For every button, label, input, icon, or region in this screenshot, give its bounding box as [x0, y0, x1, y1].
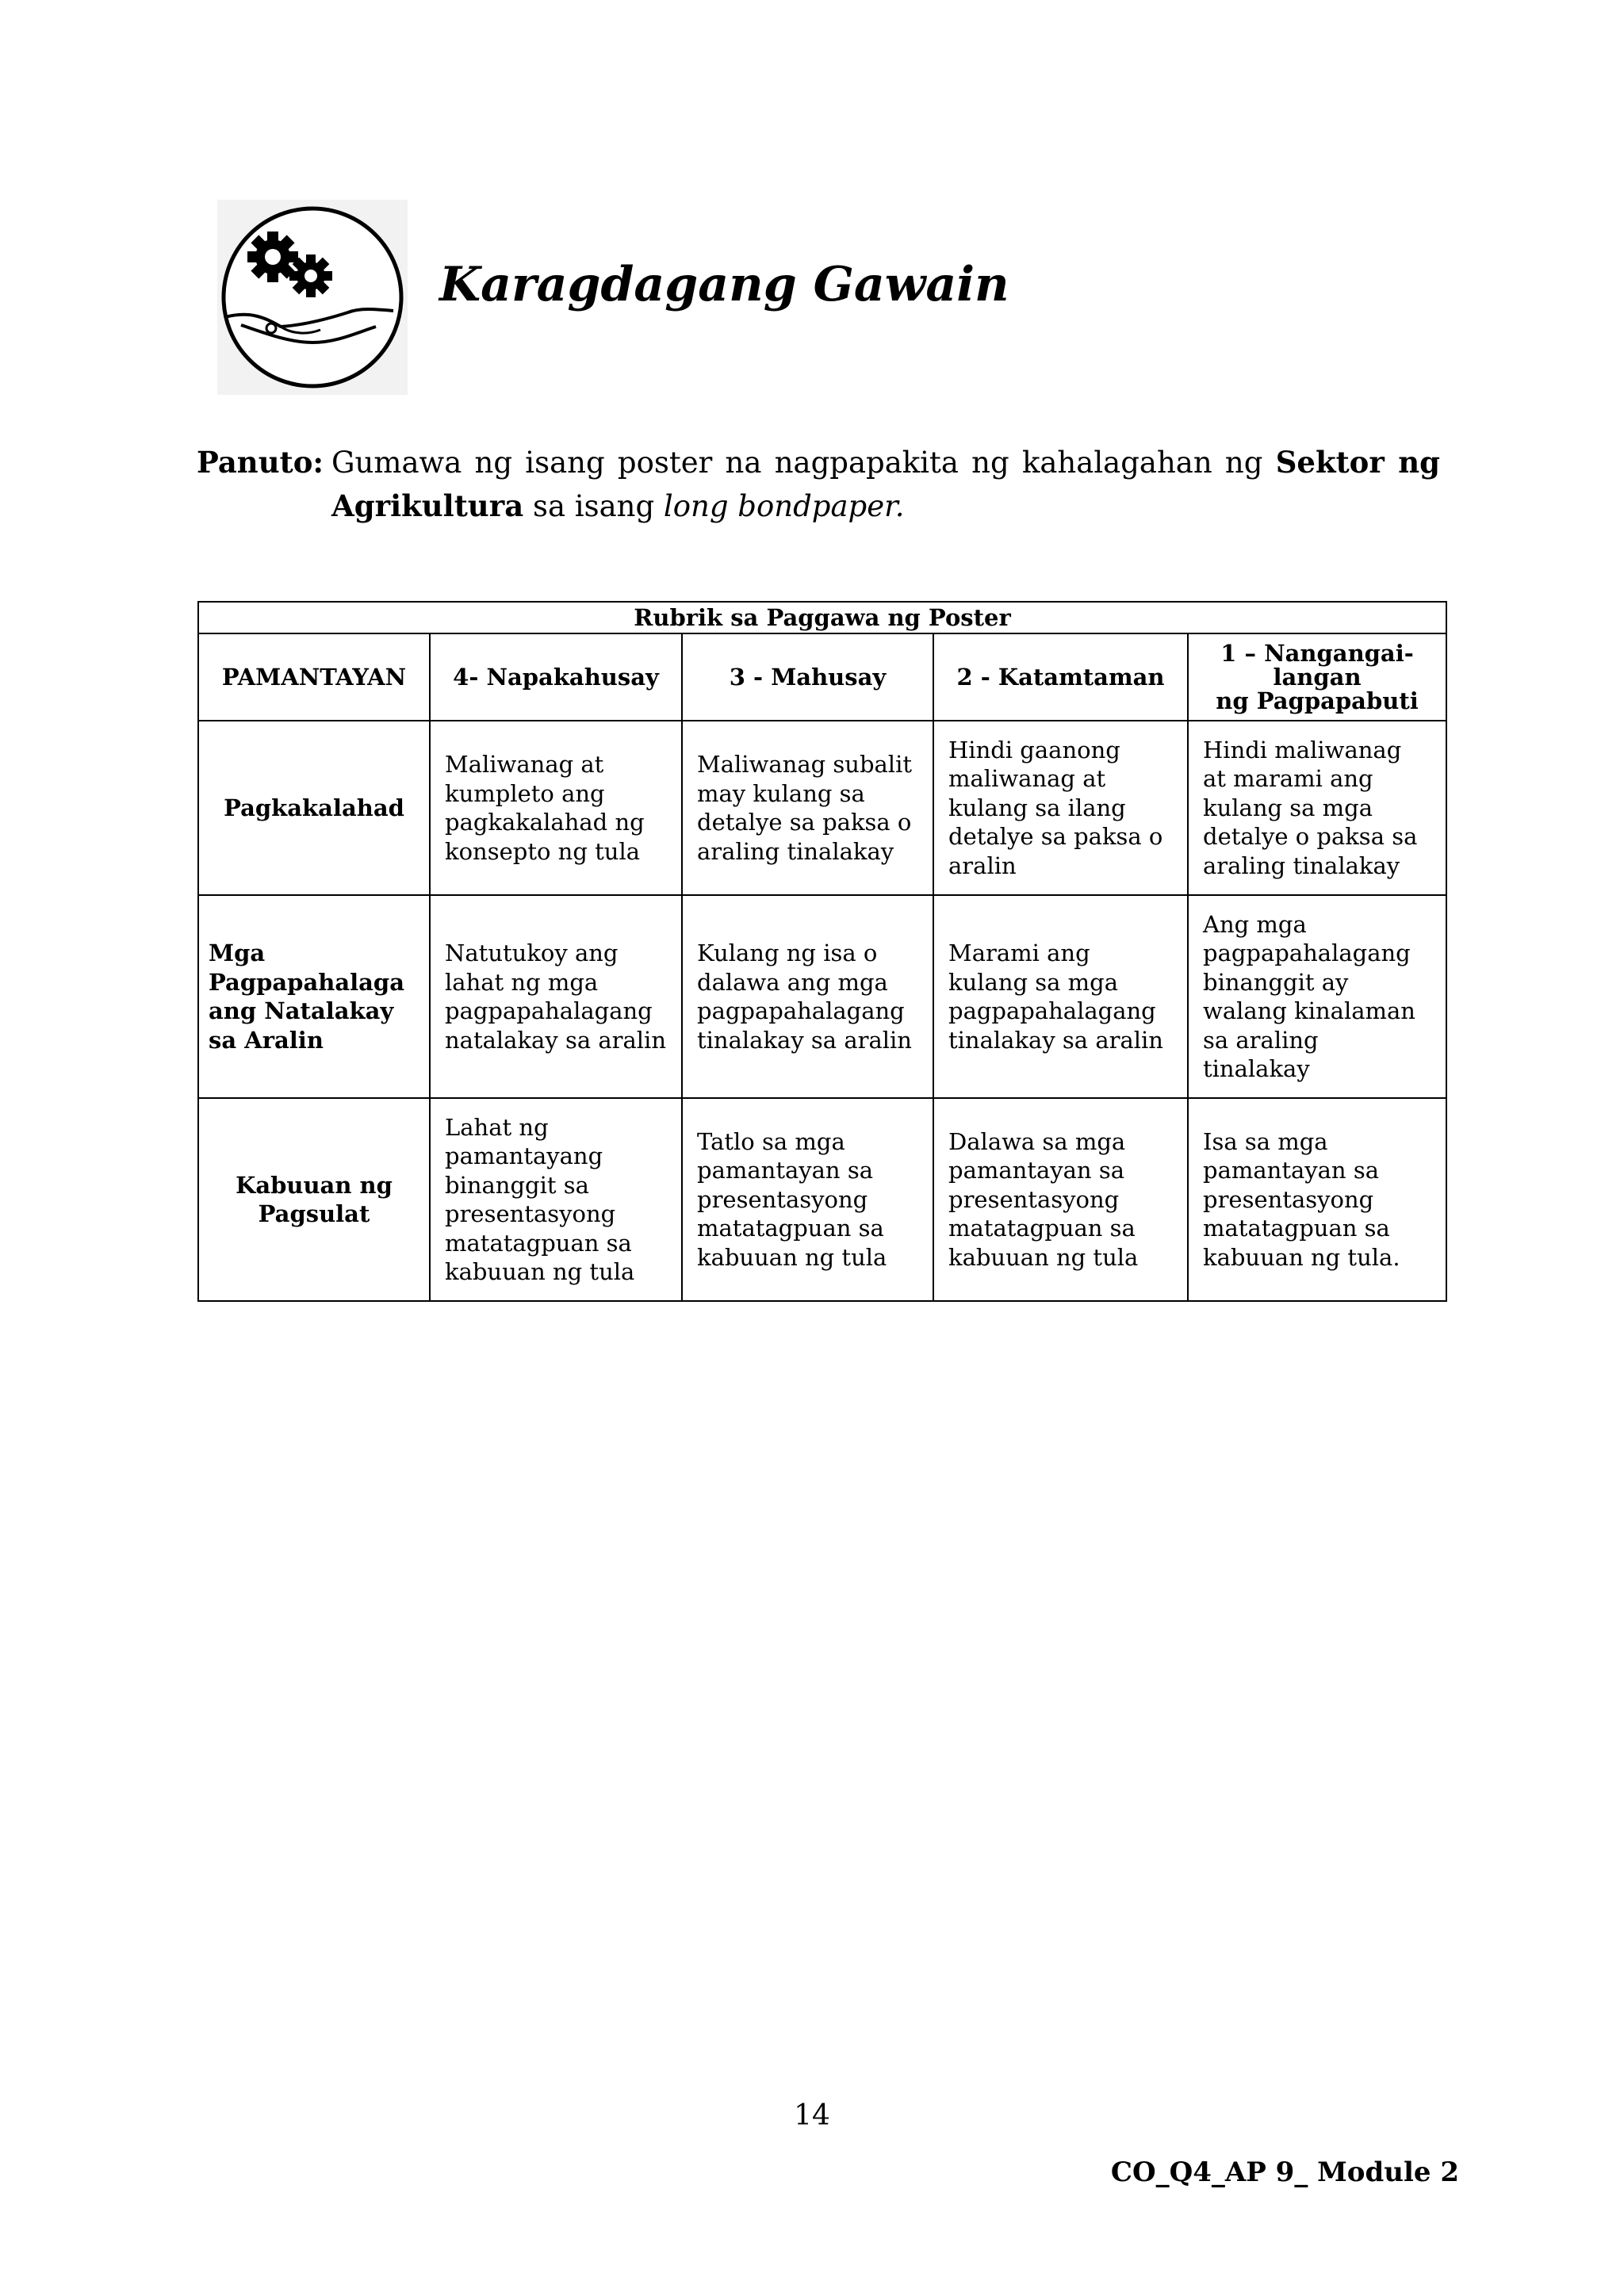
criterion-cell: Pagkakalahad — [198, 721, 430, 895]
instructions-label: Panuto: — [197, 445, 324, 480]
rubric-cell: Maliwanag at kumpleto ang pagkakalahad ng konsepto ng tula — [430, 721, 682, 895]
table-row — [198, 1098, 1446, 1301]
gears-on-hand-icon — [217, 200, 408, 395]
rubric-cell: Kulang ng isa o dalawa ang mga pagpapahalagang tinalakay sa aralin — [682, 895, 933, 1098]
rubric-cell: Hindi gaanong maliwanag at kulang sa ilang detalye sa paksa o aralin — [933, 721, 1188, 895]
rubric-cell: Hindi maliwanag at marami ang kulang sa mga detalye o paksa sa araling tinalakay — [1188, 721, 1446, 895]
page-number: 14 — [794, 2099, 830, 2132]
instructions-line-2: Agrikultura sa isang long bondpaper. — [331, 488, 905, 523]
criterion-cell: Mga Pagpapahalaga ang Natalakay sa Aralin — [198, 895, 430, 1098]
rubric-cell: Natutukoy ang lahat ng mga pagpapahalagang natalakay sa aralin — [430, 895, 682, 1098]
header-score-4: 4- Napakahusay — [430, 633, 682, 721]
rubric-cell: Lahat ng pamantayang binanggit sa presentasyong matatagpuan sa kabuuan ng tula — [430, 1098, 682, 1301]
rubric-cell: Marami ang kulang sa mga pagpapahalagang tinalakay sa aralin — [933, 895, 1188, 1098]
rubric-cell: Isa sa mga pamantayan sa presentasyong matatagpuan sa kabuuan ng tula. — [1188, 1098, 1446, 1301]
rubric-cell: Dalawa sa mga pamantayan sa presentasyong matatagpuan sa kabuuan ng tula — [933, 1098, 1188, 1301]
module-code: CO_Q4_AP 9_ Module 2 — [1110, 2156, 1459, 2188]
rubric-cell: Ang mga pagpapahalagang binanggit ay walang kinalaman sa araling tinalakay — [1188, 895, 1446, 1098]
header-score-3: 3 - Mahusay — [682, 633, 933, 721]
table-row — [198, 721, 1446, 895]
instructions — [197, 441, 1440, 528]
header-score-2: 2 - Katamtaman — [933, 633, 1188, 721]
rubric-title: Rubrik sa Paggawa ng Poster — [198, 602, 1446, 633]
rubric-cell: Tatlo sa mga pamantayan sa presentasyong matatagpuan sa kabuuan ng tula — [682, 1098, 933, 1301]
header-criterion: PAMANTAYAN — [198, 633, 430, 721]
criterion-cell: Kabuuan ng Pagsulat — [198, 1098, 430, 1301]
table-row — [198, 895, 1446, 1098]
rubric-cell: Maliwanag subalit may kulang sa detalye sa paksa o araling tinalakay — [682, 721, 933, 895]
instructions-line-1: Gumawa ng isang poster na nagpapakita ng kahalagahan ng Sektor ng — [331, 445, 1440, 480]
header-score-1: 1 – Nangangai- langan ng Pagpapabuti — [1188, 633, 1446, 721]
section-title: Karagdagang Gawain — [439, 257, 1009, 312]
rubric-table — [197, 601, 1447, 1302]
